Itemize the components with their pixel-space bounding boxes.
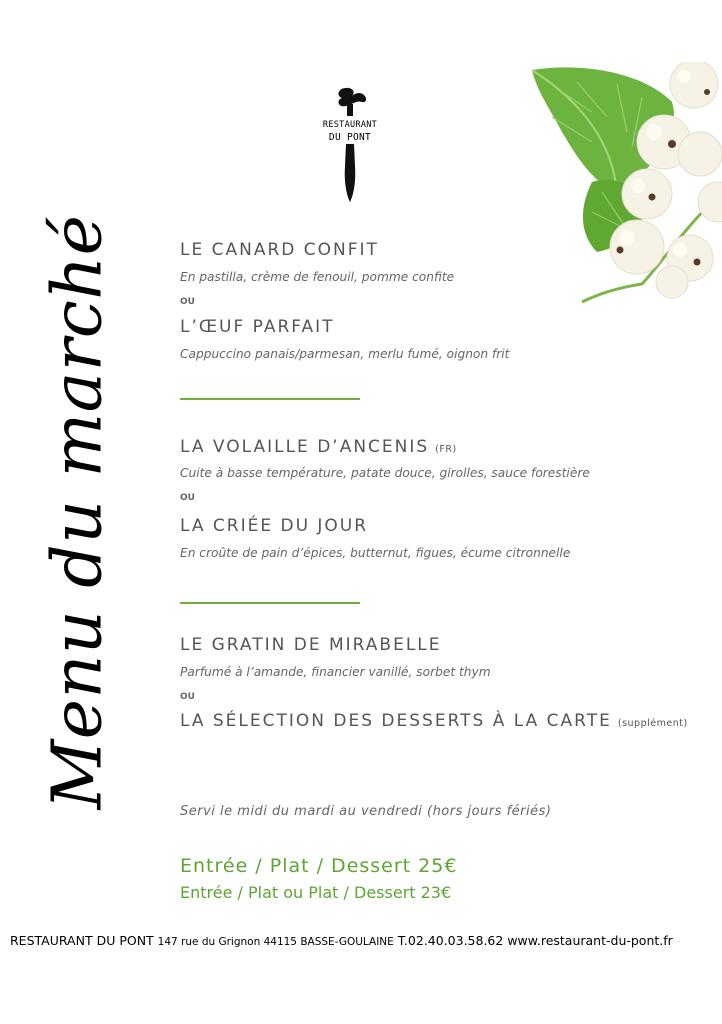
course3-option1-title: LE GRATIN DE MIRABELLE [180, 635, 442, 655]
footer-address: 147 rue du Grignon 44115 BASSE-GOULAINE [157, 936, 394, 948]
footer-website[interactable]: www.restaurant-du-pont.fr [507, 933, 673, 948]
course1-option1-description: En pastilla, crème de fenouil, pomme confite [180, 270, 455, 284]
course2-option2-title: LA CRIÉE DU JOUR [180, 516, 369, 536]
footer-restaurant-name: RESTAURANT DU PONT [10, 933, 154, 948]
menu-title-text: Menu du marché [38, 214, 118, 810]
course-divider [180, 398, 360, 400]
origin-note: (FR) [435, 444, 457, 455]
course2-option1-description: Cuite à basse température, patate douce, girolles, sauce forestière [180, 466, 590, 480]
course-divider [180, 602, 360, 604]
course2-option1-title [180, 437, 457, 457]
footer-contact [10, 933, 712, 948]
course3-separator: OU [180, 692, 195, 702]
white-currants-image [522, 62, 722, 312]
restaurant-logo [316, 86, 384, 204]
course3-option1-description: Parfumé à l’amande, financier vanillé, sorbet thym [180, 665, 491, 679]
vertical-menu-title [0, 0, 130, 1024]
course2-option2-description: En croûte de pain d’épices, butternut, figues, écume citronnelle [180, 546, 571, 560]
course2-separator: OU [180, 493, 195, 503]
supplement-note: (supplément) [617, 718, 688, 729]
service-hours: Servi le midi du mardi au vendredi (hors jours fériés) [180, 804, 552, 819]
course2-option1-title-text: LA VOLAILLE D’ANCENIS [180, 437, 430, 457]
course1-option1-title: LE CANARD CONFIT [180, 240, 379, 260]
course3-option2-title [180, 711, 688, 731]
course1-separator: OU [180, 297, 195, 307]
logo-line-2: DU PONT [328, 132, 372, 143]
price-formula-full: Entrée / Plat / Dessert 25€ [180, 855, 458, 877]
course1-option2-description: Cappuccino panais/parmesan, merlu fumé, oignon frit [180, 347, 510, 361]
course3-option2-title-text: LA SÉLECTION DES DESSERTS À LA CARTE [180, 711, 612, 731]
fork-icon [316, 86, 384, 204]
course1-option2-title: L’ŒUF PARFAIT [180, 317, 335, 337]
price-formula-two-courses: Entrée / Plat ou Plat / Dessert 23€ [180, 883, 452, 902]
logo-line-1: RESTAURANT [322, 120, 378, 130]
footer-phone: T.02.40.03.58.62 [397, 933, 504, 948]
